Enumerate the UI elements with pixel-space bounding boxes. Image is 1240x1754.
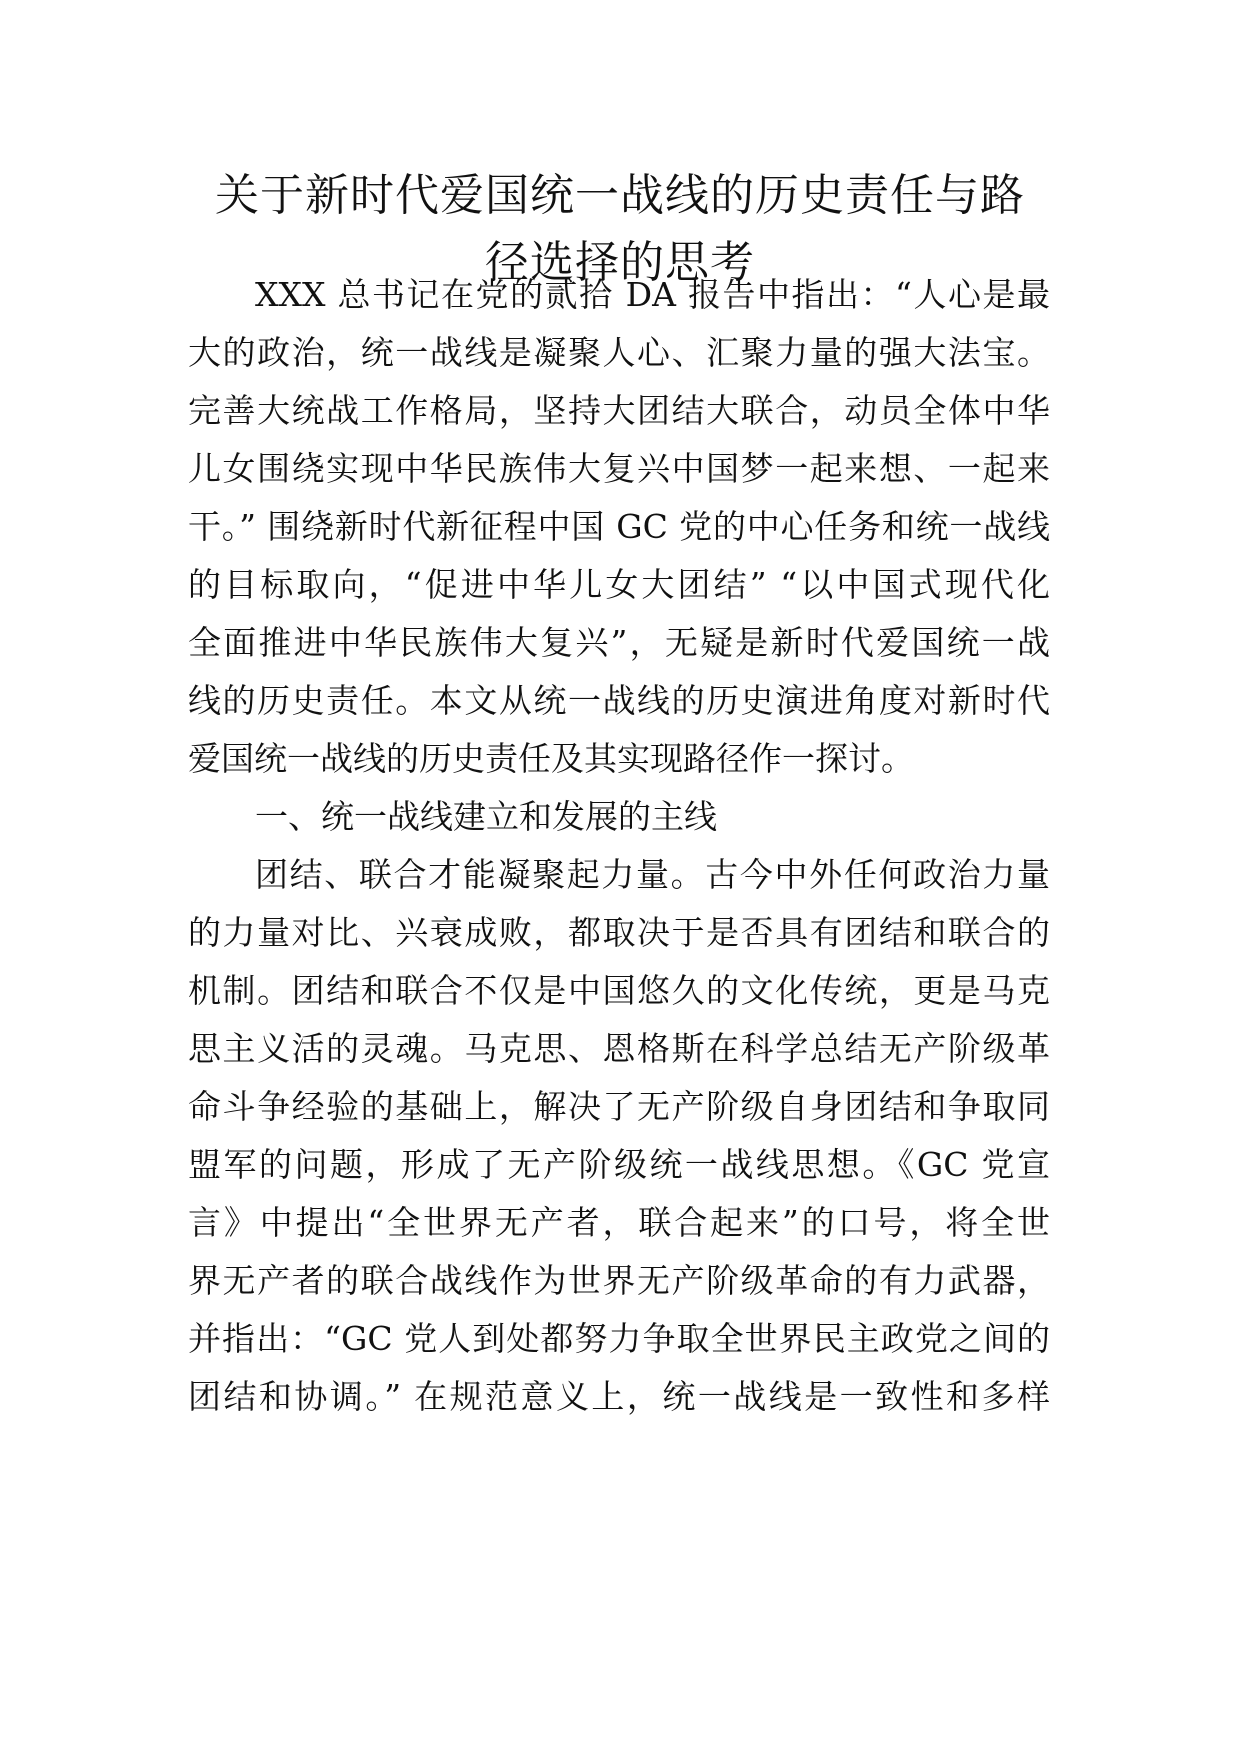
paragraph-2-line: 命斗争经验的基础上，解决了无产阶级自身团结和争取同 [188, 1087, 1050, 1126]
section-heading: 一、统一战线建立和发展的主线 [255, 797, 717, 836]
paragraph-2-line: 界无产者的联合战线作为世界无产阶级革命的有力武器， [188, 1261, 1050, 1300]
document-title-line-2: 径选择的思考 [485, 237, 755, 288]
document-title-line-1: 关于新时代爱国统一战线的历史责任与路 [215, 170, 1025, 221]
paragraph-1-line: XXX 总书记在党的贰拾 DA 报告中指出：“人心是最 [255, 275, 1050, 314]
paragraph-2-line: 的力量对比、兴衰成败，都取决于是否具有团结和联合的 [188, 913, 1050, 952]
paragraph-1-line: 爱国统一战线的历史责任及其实现路径作一探讨。 [188, 739, 914, 778]
paragraph-1-line: 全面推进中华民族伟大复兴”，无疑是新时代爱国统一战 [188, 623, 1050, 662]
paragraph-1-line: 的目标取向，“促进中华儿女大团结” “以中国式现代化 [188, 565, 1050, 604]
paragraph-1-line: 儿女围绕实现中华民族伟大复兴中国梦一起来想、一起来 [188, 449, 1050, 488]
paragraph-1-line: 干。” 围绕新时代新征程中国 GC 党的中心任务和统一战线 [188, 507, 1050, 546]
paragraph-1-line: 大的政治，统一战线是凝聚人心、汇聚力量的强大法宝。 [188, 333, 1050, 372]
paragraph-2-line: 并指出：“GC 党人到处都努力争取全世界民主政党之间的 [188, 1319, 1050, 1358]
paragraph-1-line: 线的历史责任。本文从统一战线的历史演进角度对新时代 [188, 681, 1050, 720]
paragraph-2-line: 机制。团结和联合不仅是中国悠久的文化传统，更是马克 [188, 971, 1050, 1010]
paragraph-2-line: 盟军的问题，形成了无产阶级统一战线思想。《GC 党宣 [188, 1145, 1050, 1184]
paragraph-1-line: 完善大统战工作格局，坚持大团结大联合，动员全体中华 [188, 391, 1050, 430]
paragraph-2-line: 思主义活的灵魂。马克思、恩格斯在科学总结无产阶级革 [188, 1029, 1050, 1068]
paragraph-2-line: 团结和协调。” 在规范意义上，统一战线是一致性和多样 [188, 1377, 1050, 1416]
paragraph-2-line: 言》中提出“全世界无产者，联合起来”的口号，将全世 [188, 1203, 1050, 1242]
paragraph-2-line: 团结、联合才能凝聚起力量。古今中外任何政治力量 [255, 855, 1050, 894]
